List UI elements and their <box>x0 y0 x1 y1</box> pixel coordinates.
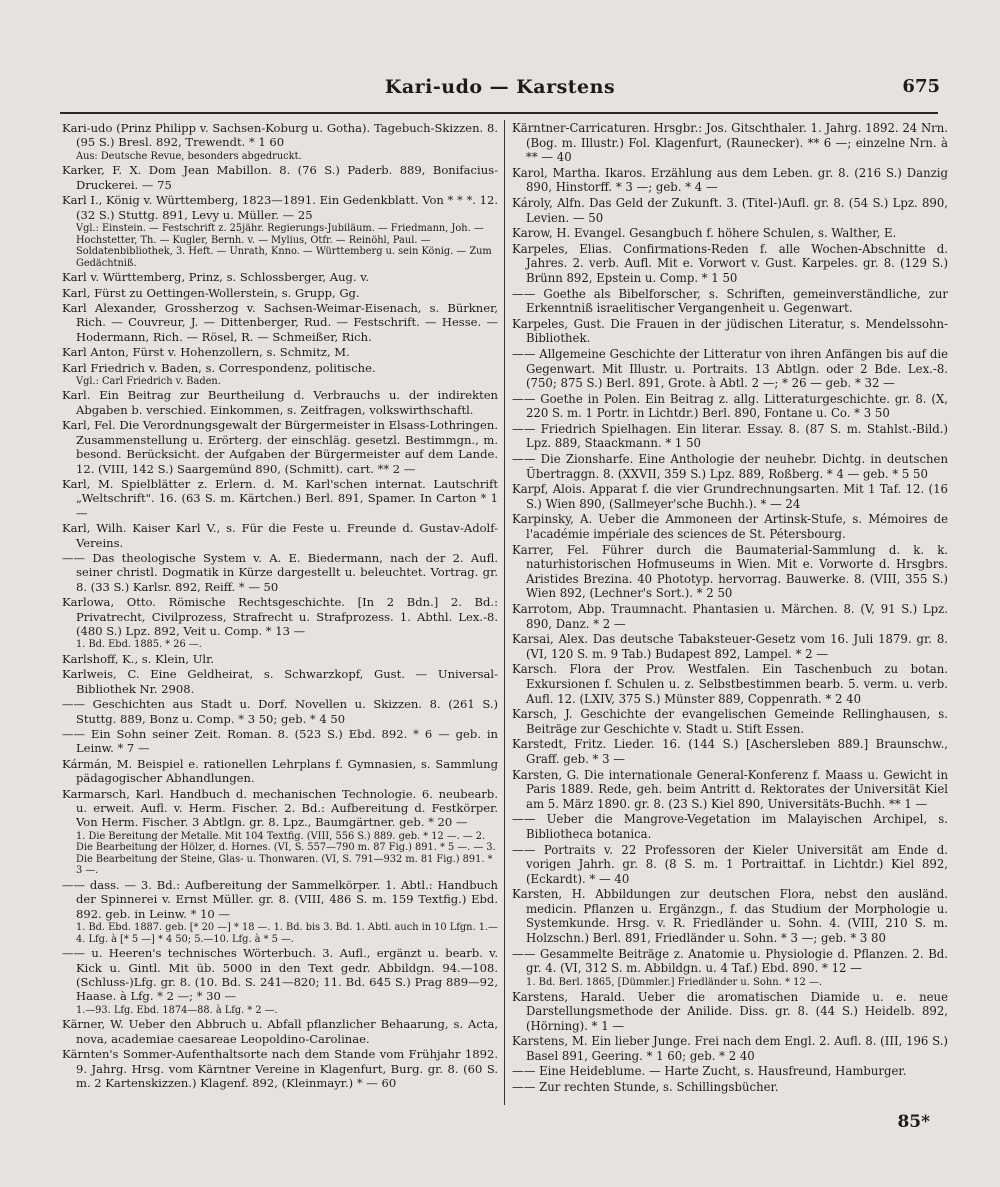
bibliography-entry: Karlweis, C. Eine Geldheirat, s. Schwarzkopf, Gust. — Universal-Bibliothek Nr. 2908. <box>62 667 498 696</box>
entry-note: 1. Bd. Berl. 1865, [Dümmler.] Friedländer u. Sohn. * 12 —. <box>526 976 823 988</box>
bibliography-entry: —— Zur rechten Stunde, s. Schillingsbücher. <box>512 1080 779 1095</box>
bibliography-entry: Karl Friedrich v. Baden, s. Correspondenz, politische. <box>62 360 376 375</box>
bibliography-entry: Kärner, W. Ueber den Abbruch u. Abfall pflanzlicher Behaarung, s. Acta, nova, academiae caesareae Leopoldino-Carolinae. <box>62 1017 498 1046</box>
bibliography-entry: —— u. Heeren's technisches Wörterbuch. 3. Aufl., ergänzt u. bearb. v. Kick u. Gintl. Mit üb. 5000 in den Text gedr. Abbildgn. 94.—108. (Schluss-)Lfg. gr. 8. (10. Bd. S. 241—820; 11. Bd. 645 S.) Prag 889—92, Haase. à Lfg. * 2 —; * 30 — <box>62 946 498 1004</box>
bibliography-entry: Karlshoff, K., s. Klein, Ulr. <box>62 651 215 666</box>
entry-note: Vgl.: Einstein. — Festschrift z. 25jähr. Regierungs-Jubiläum. — Friedmann, Joh. — Hochstetter, Th. — Kugler, Bernh. v. — Mylius, Otfr. — Reinöhl, Paul. — Soldatenbibliothek, 3. Heft. — Unrath, Knno. — Württemberg u. sein König. — Zum Gedächtniß. <box>76 222 492 269</box>
bibliography-entry: Karpeles, Gust. Die Frauen in der jüdischen Literatur, s. Mendelssohn-Bibliothek. <box>512 316 948 346</box>
bibliography-entry: —— Portraits v. 22 Professoren der Kieler Universität am Ende d. vorigen Jahrh. gr. 8. (8 S. m. 1 Portraittaf. in Lichtdr.) Kiel 892, (Eckardt). * — 40 <box>512 842 948 886</box>
bibliography-entry: Karl Alexander, Grossherzog v. Sachsen-Weimar-Eisenach, s. Bürkner, Rich. — Couvreur, J. — Dittenberger, Rud. — Festschrift. — Hesse. — Hodermann, Rich. — Rösel, R. — Schmeißer, Rich. <box>62 300 498 344</box>
signature-mark: 85* <box>897 1112 930 1132</box>
bibliography-entry: —— Allgemeine Geschichte der Litteratur von ihren Anfängen bis auf die Gegenwart. Mit Illustr. u. Portraits. 13 Abtlgn. oder 2 Bde. Lex.-8. (750; 875 S.) Berl. 891, Grote. à Abtl. 2 —; * 26 — geb. * 32 — <box>512 346 948 391</box>
bibliography-entry: —— Goethe in Polen. Ein Beitrag z. allg. Litteraturgeschichte. gr. 8. (X, 220 S. m. 1 Portr. in Lichtdr.) Berl. 890, Fontane u. Co. * 3 50 <box>512 391 948 421</box>
page-number: 675 <box>902 76 940 97</box>
entry-note: Aus: Deutsche Revue, besonders abgedruckt. <box>76 150 302 162</box>
bibliography-entry: Karrer, Fel. Führer durch die Baumaterial-Sammlung d. k. k. naturhistorischen Hofmuseums in Wien. Mit e. Vorworte d. Hrsgbrs. Aristides Brezina. 40 Phototyp. hervorrag. Bauwerke. 8. (VIII, 355 S.) Wien 892, (Lechner's Sort.). * 2 50 <box>512 542 948 601</box>
bibliography-entry: Karl, Fürst zu Oettingen-Wollerstein, s. Grupp, Gg. <box>62 285 360 300</box>
bibliography-entry: Kari-udo (Prinz Philipp v. Sachsen-Koburg u. Gotha). Tagebuch-Skizzen. 8. (95 S.) Bresl. 892, Trewendt. * 1 60 <box>62 121 498 150</box>
left-column <box>62 121 498 1091</box>
bibliography-entry: —— Geschichten aus Stadt u. Dorf. Novellen u. Skizzen. 8. (261 S.) Stuttg. 889, Bonz u. Comp. * 3 50; geb. * 4 50 <box>62 697 498 726</box>
bibliography-entry: Karpeles, Elias. Confirmations-Reden f. alle Wochen-Abschnitte d. Jahres. 2. verb. Aufl. Mit e. Vorwort v. Gust. Karpeles. gr. 8. (129 S.) Brünn 892, Epstein u. Comp. * 1 50 <box>512 241 948 285</box>
bibliography-entry: Karpinsky, A. Ueber die Ammoneen der Artinsk-Stufe, s. Mémoires de l'académie impériale des sciences de St. Pétersbourg. <box>512 512 948 542</box>
bibliography-entry: Karl. Ein Beitrag zur Beurtheilung d. Verbrauchs u. der indirekten Abgaben b. verschied. Einkommen, s. Zeitfragen, volkswirthschaftl. <box>62 388 498 417</box>
bibliography-entry: Karl, Wilh. Kaiser Karl V., s. Für die Feste u. Freunde d. Gustav-Adolf-Vereins. <box>62 521 498 550</box>
column-divider <box>504 120 505 1105</box>
right-column <box>512 121 948 1096</box>
entry-note: 1. Bd. Ebd. 1885. * 26 —. <box>76 639 202 651</box>
bibliography-entry: Karstedt, Fritz. Lieder. 16. (144 S.) [Aschersleben 889.] Braunschw., Graff. geb. * 3 — <box>512 737 948 766</box>
bibliography-entry: Karmarsch, Karl. Handbuch d. mechanischen Technologie. 6. neubearb. u. erweit. Aufl. v. Herm. Fischer. 2. Bd.: Aufbereitung d. Festkörper. Von Herm. Fischer. 3 Abtlgn. gr. 8. Lpz., Baumgärtner. geb. * 20 — <box>62 786 498 830</box>
bibliography-entry: —— Gesammelte Beiträge z. Anatomie u. Physiologie d. Pflanzen. 2. Bd. gr. 4. (VI, 312 S. m. Abbildgn. u. 4 Taf.) Ebd. 890. * 12 — <box>512 946 948 976</box>
bibliography-entry: Karsch, J. Geschichte der evangelischen Gemeinde Rellinghausen, s. Beiträge zur Geschichte v. Stadt u. Stift Essen. <box>512 707 948 736</box>
bibliography-entry: —— Ueber die Mangrove-Vegetation im Malayischen Archipel, s. Bibliotheca botanica. <box>512 812 948 841</box>
bibliography-entry: Károly, Alfn. Das Geld der Zukunft. 3. (Titel-)Aufl. gr. 8. (54 S.) Lpz. 890, Levien. — 50 <box>512 195 948 225</box>
bibliography-entry: Karol, Martha. Ikaros. Erzählung aus dem Leben. gr. 8. (216 S.) Danzig 890, Hinstorff. * 3 —; geb. * 4 — <box>512 165 948 195</box>
bibliography-entry: Karstens, M. Ein lieber Junge. Frei nach dem Engl. 2. Aufl. 8. (III, 196 S.) Basel 891, Geering. * 1 60; geb. * 2 40 <box>512 1034 948 1063</box>
bibliography-entry: Karpf, Alois. Apparat f. die vier Grundrechnungsarten. Mit 1 Taf. 12. (16 S.) Wien 890, (Sallmeyer'sche Buchh.). * — 24 <box>512 482 948 511</box>
bibliography-entry: Karl Anton, Fürst v. Hohenzollern, s. Schmitz, M. <box>62 345 350 360</box>
running-title: Kari-udo — Karstens <box>384 76 616 98</box>
bibliography-entry: —— Die Zionsharfe. Eine Anthologie der neuhebr. Dichtg. in deutschen Übertraggn. 8. (XXVII, 359 S.) Lpz. 889, Roßberg. * 4 — geb. * 5 50 <box>512 452 948 481</box>
bibliography-entry: —— Goethe als Bibelforscher, s. Schriften, gemeinverständliche, zur Erkenntniß israelitischer Vergangenheit u. Gegenwart. <box>512 286 948 316</box>
bibliography-entry: Karrotom, Abp. Traumnacht. Phantasien u. Märchen. 8. (V, 91 S.) Lpz. 890, Danz. * 2 — <box>512 602 948 631</box>
bibliography-entry: Karker, F. X. Dom Jean Mabillon. 8. (76 S.) Paderb. 889, Bonifacius-Druckerei. — 75 <box>62 163 498 192</box>
bibliography-entry: Kármán, M. Beispiel e. rationellen Lehrplans f. Gymnasien, s. Sammlung pädagogischer Abhandlungen. <box>62 756 498 786</box>
bibliography-entry: —— Eine Heideblume. — Harte Zucht, s. Hausfreund, Hamburger. <box>512 1064 907 1079</box>
bibliography-entry: Karstens, Harald. Ueber die aromatischen Diamide u. e. neue Darstellungsmethode der Anilide. Diss. gr. 8. (44 S.) Heidelb. 892, (Hörning). * 1 — <box>512 989 948 1033</box>
bibliography-entry: Karow, H. Evangel. Gesangbuch f. höhere Schulen, s. Walther, E. <box>512 226 897 241</box>
bibliography-entry: Karl, Fel. Die Verordnungsgewalt der Bürgermeister in Elsass-Lothringen. Zusammenstellung u. Erörterg. der einschläg. gesetzl. Bestimmgn., m. besond. Berücksicht. der Aufgaben der Bürgermeister auf dem Lande. 12. (VIII, 142 S.) Saargemünd 890, (Schmitt). cart. ** 2 — <box>62 418 498 476</box>
bibliography-entry: Kärntner-Carricaturen. Hrsgbr.: Jos. Gitschthaler. 1. Jahrg. 1892. 24 Nrn. (Bog. m. Illustr.) Fol. Klagenfurt, (Raunecker). ** 6 —; einzelne Nrn. à ** — 40 <box>512 121 948 165</box>
bibliography-entry: Karsai, Alex. Das deutsche Tabaksteuer-Gesetz vom 16. Juli 1879. gr. 8. (VI, 120 S. m. 9 Tab.) Budapest 892, Lampel. * 2 — <box>512 632 948 661</box>
bibliography-entry: —— Friedrich Spielhagen. Ein literar. Essay. 8. (87 S. m. Stahlst.-Bild.) Lpz. 889, Staackmann. * 1 50 <box>512 421 948 451</box>
entry-note: 1. Die Bereitung der Metalle. Mit 104 Textfig. (VIII, 556 S.) 889. geb. * 12 —. — 2. Die Bearbeitung der Hölzer, d. Hornes. (VI, S. 557—790 m. 87 Fig.) 891. * 5 —. — 3. Die Bearbeitung der Steine, Glas- u. Thonwaren. (VI, S. 791—932 m. 81 Fig.) 891. * 3 —. <box>76 830 496 877</box>
header-rule <box>60 112 938 114</box>
running-header <box>60 76 940 106</box>
bibliography-entry: Karsten, H. Abbildungen zur deutschen Flora, nebst den ausländ. medicin. Pflanzen u. Ergänzgn., f. das Studium der Morphologie u. Systemkunde. Hrsg. v. R. Friedländer u. Sohn. 4. (VIII, 210 S. m. Holzschn.) Berl. 891, Friedländer u. Sohn. * 3 —; geb. * 3 80 <box>512 887 948 946</box>
bibliography-entry: Karl, M. Spielblätter z. Erlern. d. M. Karl'schen internat. Lautschrift „Weltschrift". 16. (63 S. m. Kärtchen.) Berl. 891, Spamer. In Carton * 1 — <box>62 476 498 520</box>
entry-note: 1.—93. Lfg. Ebd. 1874—88. à Lfg. * 2 —. <box>76 1004 278 1016</box>
entry-note: Vgl.: Carl Friedrich v. Baden. <box>76 375 221 387</box>
bibliography-entry: —— dass. — 3. Bd.: Aufbereitung der Sammelkörper. 1. Abtl.: Handbuch der Spinnerei v. Ernst Müller. gr. 8. (VIII, 486 S. m. 159 Textfig.) Ebd. 892. geb. in Leinw. * 10 — <box>62 877 498 921</box>
bibliography-entry: Karl I., König v. Württemberg, 1823—1891. Ein Gedenkblatt. Von * * *. 12. (32 S.) Stuttg. 891, Levy u. Müller. — 25 <box>62 193 498 222</box>
bibliography-entry: Karlowa, Otto. Römische Rechtsgeschichte. [In 2 Bdn.] 2. Bd.: Privatrecht, Civilprozess, Strafrecht u. Strafprozess. 1. Abthl. Lex.-8. (480 S.) Lpz. 892, Veit u. Comp. * 13 — <box>62 595 498 638</box>
bibliography-entry: Kärnten's Sommer-Aufenthaltsorte nach dem Stande vom Frühjahr 1892. 9. Jahrg. Hrsg. vom Kärntner Vereine in Klagenfurt, Burg. gr. 8. (60 S. m. 2 Kartenskizzen.) Klagenf. 892, (Kleinmayr.) * — 60 <box>62 1047 498 1090</box>
bibliography-entry: Karsten, G. Die internationale General-Konferenz f. Maass u. Gewicht in Paris 1889. Rede, geh. beim Antritt d. Rektorates der Universität Kiel am 5. März 1890. gr. 8. (23 S.) Kiel 890, Universitäts-Buchh. ** 1 — <box>512 767 948 811</box>
entry-note: 1. Bd. Ebd. 1887. geb. [* 20 —] * 18 —. 1. Bd. bis 3. Bd. 1. Abtl. auch in 10 Lfgn. 1.—4. Lfg. à [* 5 —] * 4 50; 5.—10. Lfg. à * 5 —. <box>76 922 498 945</box>
bibliography-entry: —— Das theologische System v. A. E. Biedermann, nach der 2. Aufl. seiner christl. Dogmatik in Kürze dargestellt u. beleuchtet. Vortrag. gr. 8. (33 S.) Karlsr. 892, Reiff. * — 50 <box>62 550 498 594</box>
bibliography-entry: Karl v. Württemberg, Prinz, s. Schlossberger, Aug. v. <box>62 270 370 285</box>
bibliography-entry: Karsch. Flora der Prov. Westfalen. Ein Taschenbuch zu botan. Exkursionen f. Schulen u. z. Selbstbestimmen bearb. 5. verm. u. verb. Aufl. 12. (LXIV, 375 S.) Münster 889, Coppenrath. * 2 40 <box>512 662 948 706</box>
bibliography-entry: —— Ein Sohn seiner Zeit. Roman. 8. (523 S.) Ebd. 892. * 6 — geb. in Leinw. * 7 — <box>62 726 498 756</box>
